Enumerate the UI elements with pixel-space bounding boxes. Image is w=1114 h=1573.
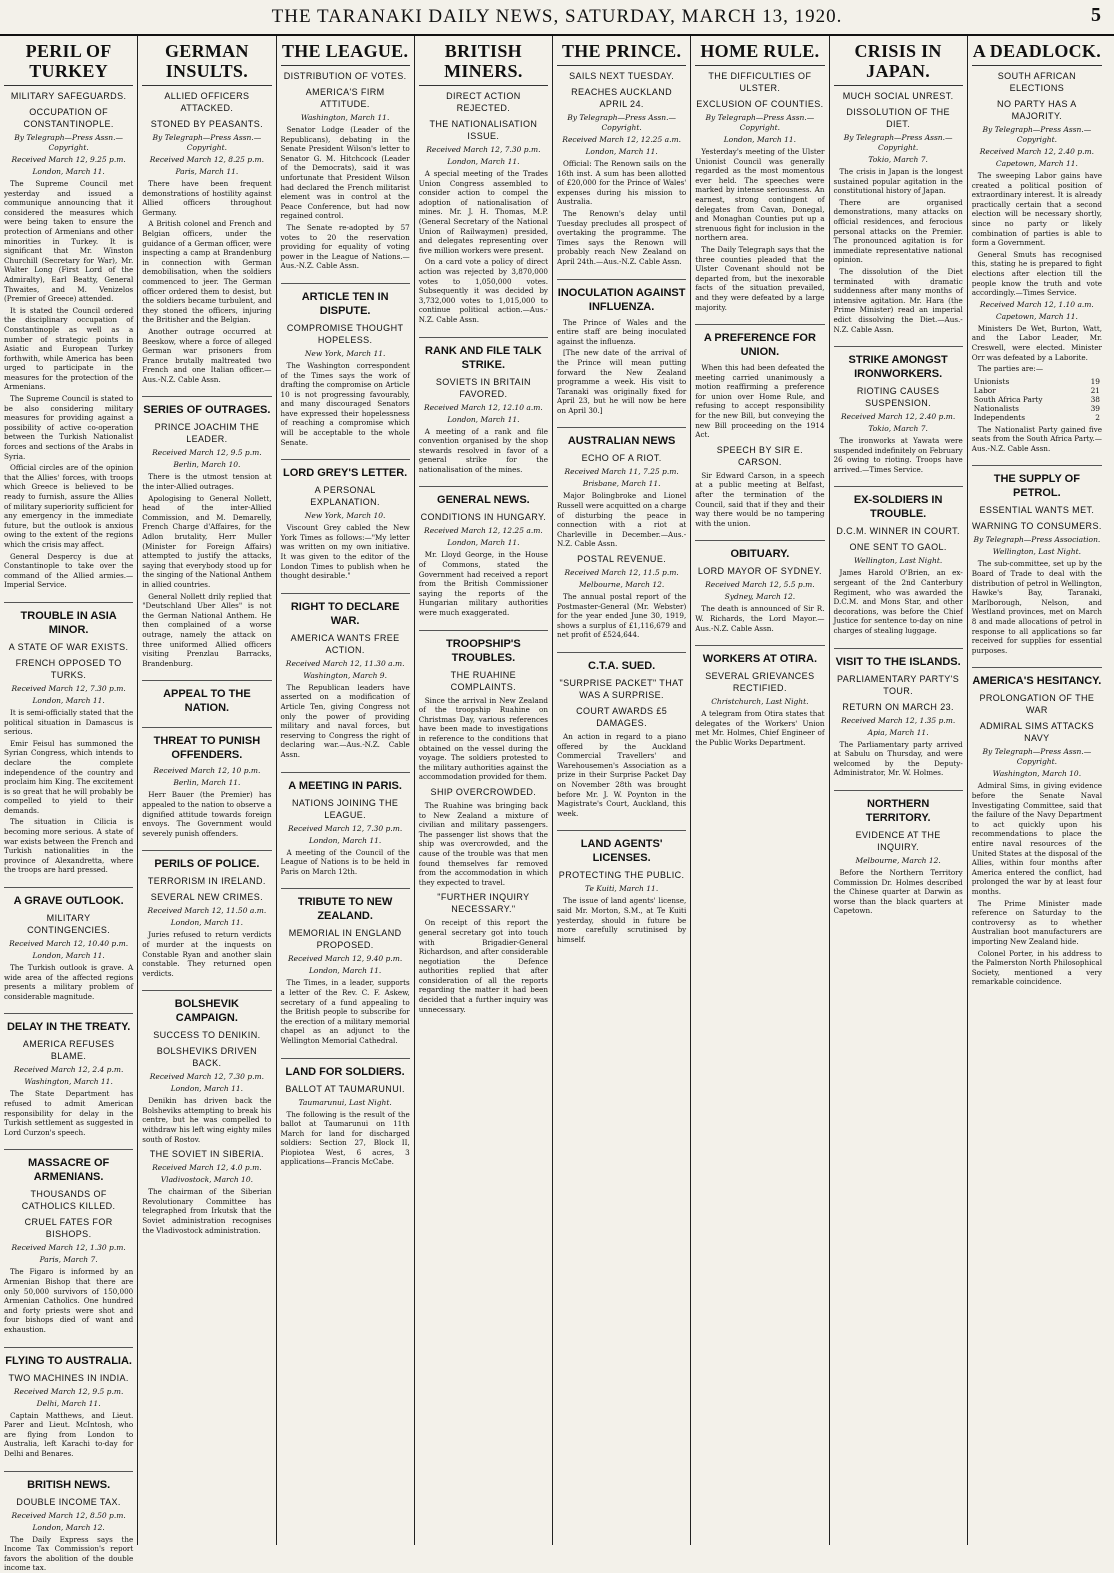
paragraph: On a card vote a policy of direct action was rejected by 3,870,000 votes to 1,050,000 votes. Subsequently it was decided by 3,732,000 votes to 1,015,000 to continue political action.—Aus.-N.Z. Cable Assn. [418, 257, 548, 324]
paragraph: Juries refused to return verdicts of murder at the inquests on Constable Ryan and another slain constable. They returned open verdicts. [142, 930, 272, 978]
paragraph: The Turkish outlook is grave. A wide area of the affected regions presents a military problem of considerable magnitude. [4, 963, 134, 1001]
dateline: Received March 12, 7.30 p.m. [288, 823, 403, 833]
section-headline: WORKERS AT OTIRA. [695, 645, 824, 666]
sub-heading: REACHES AUCKLAND APRIL 24. [571, 87, 673, 109]
section-headline: BOLSHEVIK CAMPAIGN. [142, 990, 271, 1025]
sub-heading: EVIDENCE AT THE INQUIRY. [855, 830, 941, 852]
party-name: Unionists [973, 376, 1010, 386]
sub-heading: DIRECT ACTION REJECTED. [446, 91, 521, 113]
sub-heading: SOUTH AFRICAN ELECTIONS [997, 71, 1076, 93]
dateline: Berlin, March 10. [173, 460, 241, 470]
paragraph: Sir Edward Carson, in a speech at a public meeting at Belfast, after the termination of the Council, said that if they and their way there would be no tampering with the union. [695, 470, 825, 528]
party-seats: 38 [1090, 394, 1100, 404]
sub-heading: THE SOVIET IN SIBERIA. [149, 1149, 264, 1160]
party-name: Independents [973, 412, 1026, 422]
dateline: Washington, March 11. [300, 113, 390, 122]
party-seats: 19 [1090, 376, 1100, 386]
dateline: By Telegraph—Press Assn.—Copyright. [152, 133, 262, 152]
dateline: Received March 12, 10.40 p.m. [9, 939, 129, 949]
column-headline: CRISIS IN JAPAN. [834, 39, 963, 86]
paragraph: Yesterday's meeting of the Ulster Unionist Council was generally regarded as the most momentous ever held. The speeches were marked by intense seriousness. An earnest, strong contingent of delegates from Cavan, Donegal, and Monaghan Counties put up a strenuous fight for inclusion in the northern area. [695, 147, 825, 243]
dateline: London, March 11. [170, 1084, 244, 1094]
paragraph: Since the arrival in New Zealand of the troopship Ruahine on Christmas Day, various references have been made to investigations in reference to the conditions that obtained on the vessel during the voyage. The soldiers protested to the military authorities against the accommodation provided for them. [418, 695, 548, 782]
section-headline: PERILS OF POLICE. [142, 850, 271, 871]
party-seats: 39 [1090, 403, 1100, 413]
section-headline: LAND FOR SOLDIERS. [281, 1058, 410, 1079]
paragraph: Before the Northern Territory Commission Dr. Holmes described the Chinese quarter at Darwin as worse than the black quarters at Capetown. [833, 868, 963, 916]
dateline: By Telegraph—Press Assn.—Copyright. [705, 113, 815, 132]
section-headline: THE SUPPLY OF PETROL. [972, 465, 1102, 500]
paragraph: Another outrage occurred at Beeskow, where a force of alleged German war prisoners from France brutally maltreated two French and one Italian officer.—Aus.-N.Z. Cable Assn. [142, 326, 272, 384]
paragraph: The following is the result of the ballot at Taumarunui on 11th March for land for discharged soldiers: Section 27, Block II, Piopiotea West, 6 acres, 3 applications—Francis McCabe. [280, 1109, 410, 1167]
sub-heading: SHIP OVERCROWDED. [430, 786, 537, 797]
dateline: Paris, March 11. [175, 167, 239, 176]
dateline: Received March 12, 1.30 p.m. [11, 1243, 126, 1253]
dateline: Washington, March 11. [24, 1077, 113, 1087]
dateline: Paris, March 7. [39, 1255, 98, 1265]
sub-heading: NO PARTY HAS A MAJORITY. [997, 99, 1077, 121]
dateline: By Telegraph—Press Assn.—Copyright. [14, 133, 124, 152]
sub-heading: "SURPRISE PACKET" THAT WAS A SURPRISE. [559, 678, 684, 700]
section-headline: MASSACRE OF ARMENIANS. [4, 1149, 133, 1184]
paragraph: Denikin has driven back the Bolsheviks attempting to break his centre, but he was compelled to withdraw his left wing eighty miles south of Rostov. [142, 1096, 272, 1144]
column-1 [0, 36, 138, 1573]
dateline: Received March 12, 2.40 p.m. [841, 412, 956, 422]
dateline: Received March 12, 11.30 a.m. [285, 658, 405, 668]
section-headline: STRIKE AMONGST IRONWORKERS. [834, 346, 963, 381]
sub-heading: STONED BY PEASANTS. [150, 119, 264, 129]
column-container [0, 36, 1114, 1573]
dateline: Received March 12, 7.30 p.m. [149, 1072, 264, 1082]
dateline: Melbourne, March 12. [578, 580, 665, 590]
dateline: Wellington, Last Night. [992, 547, 1081, 557]
paragraph: There is the utmost tension at the inter-Allied outrages. [142, 472, 272, 492]
sub-heading: COMPROMISE THOUGHT HOPELESS. [286, 322, 404, 345]
column-8 [968, 36, 1106, 1545]
dateline: London, March 11. [308, 966, 382, 976]
paragraph: When this had been defeated the meeting carried unanimously a motion reaffirming a preference for union over Home Rule, and refusing to accept responsibility for the new Bill, but conveying the new Bill proceeding on the 1914 Act. [695, 363, 825, 440]
paragraph: The Senate re-adopted by 57 votes to 20 the reservation providing for equality of voting power in the League of Nations.—Aus.-N.Z. Cable Assn. [280, 222, 410, 271]
section-headline: APPEAL TO THE NATION. [142, 680, 271, 715]
dateline: Wellington, Last Night. [854, 556, 943, 566]
paragraph: Mr. Lloyd George, in the House of Commons, stated the Government had received a report from the British Commissioner saying the reports of the Hungarian military authorities were much exaggerated. [418, 550, 548, 618]
dateline: Received March 12, 10 p.m. [153, 766, 261, 776]
dateline: By Telegraph—Press Assn.—Copyright. [843, 133, 953, 152]
paragraph: Major Bolingbroke and Lionel Russell were acquitted on a charge of disturbing the peace in connection with a riot at Charleville in December.—Aus.-N.Z. Cable Assn. [557, 491, 687, 549]
paragraph: A telegram from Otira states that delegates of the Workers' Union met Mr. Holmes, Chief Engineer of the Public Works Department. [695, 709, 825, 747]
sub-heading: RIOTING CAUSES SUSPENSION. [856, 386, 940, 409]
column-headline: BRITISH MINERS. [419, 39, 548, 86]
party-name: Nationalists [973, 403, 1019, 413]
dateline: Received March 12, 12.10 a.m. [424, 402, 543, 412]
sub-heading: NATIONS JOINING THE LEAGUE. [291, 797, 399, 820]
paragraph: Official: The Renown sails on the 16th inst. A sum has been allotted of £20,000 for the Prince of Wales' expenses during his mission to Australia. [557, 159, 687, 207]
sub-heading: CRUEL FATES FOR BISHOPS. [24, 1217, 113, 1240]
paragraph: The Renown's delay until Tuesday precludes all prospect of overtaking the programme. The Times says the Renown will probably reach New Zealand on April 24th.—Aus.-N.Z. Cable Assn. [557, 208, 687, 266]
dateline: Tokio, March 7. [868, 155, 928, 164]
paragraph: The situation in Cilicia is becoming more serious. A state of war exists between the French and Turkish nationalities in the province of Alexandretta, where the troops are hard pressed. [4, 817, 134, 875]
paragraph: The Nationalist Party gained five seats from the South Africa Party.—Aus.-N.Z. Cable Assn. [971, 424, 1102, 453]
paragraph: Emir Feisul has summoned the Syrian Congress, which intends to declare the complete independence of the country and proclaim him King. The excitement is so great that he will probably be compelled to yield to their demands. [4, 738, 134, 815]
section-headline: SERIES OF OUTRAGES. [142, 396, 271, 417]
column-6 [691, 36, 829, 1545]
dateline: Received March 12, 1.35 p.m. [841, 715, 956, 725]
section-headline: TRIBUTE TO NEW ZEALAND. [281, 888, 410, 923]
dateline: Berlin, March 11. [173, 778, 241, 788]
paragraph: General Nollett drily replied that "Deutschland Uber Alles" is not the German National Anthem. He then complained of a worse outrage, namely the attack on three uniformed Allied officers visiting Prenzlau Barracks, Brandenburg. [142, 591, 272, 668]
paragraph: The Prime Minister made reference on Saturday to the controversy as to whether Australian boot manufacturers are importing New Zealand hide. [971, 898, 1102, 946]
dateline: Received March 12, 1.10 a.m. [979, 299, 1094, 309]
sub-heading: PRINCE JOACHIM THE LEADER. [154, 422, 260, 445]
dateline: Received March 12, 2.40 p.m. [979, 147, 1094, 156]
paragraph: General Despercy is due at Constantinople to take over the command of the Allied armies.—Imperial Service. [4, 551, 134, 590]
dateline: Tokio, March 7. [868, 424, 928, 434]
paragraph: Captain Matthews, and Lieut. Parer and Lieut. McIntosh, who are flying from London to Australia, left Karachi to-day for Delhi and Benares. [4, 1410, 134, 1458]
paragraph: [The new date of the arrival of the Prince will mean putting forward the New Zealand programme a week. His visit to Taranaki was originally fixed for April 23, but he will now be here on April 30.] [557, 348, 687, 415]
section-headline: A PREFERENCE FOR UNION. [695, 324, 824, 359]
section-headline: AUSTRALIAN NEWS [557, 427, 686, 448]
section-headline: ARTICLE TEN IN DISPUTE. [281, 283, 410, 318]
paragraph: It is stated the Council ordered the disciplinary occupation of Constantinople as well as a number of strategic points in Asiatic and European Turkey forthwith, while America has been urged to participate in the measures for the protection of the Armenians. [4, 305, 134, 392]
sub-heading: CONDITIONS IN HUNGARY. [420, 512, 547, 523]
sub-heading: BALLOT AT TAUMARUNUI. [285, 1083, 405, 1094]
dateline: Received March 12, 9.25 p.m. [11, 155, 126, 164]
sub-heading: WARNING TO CONSUMERS. [972, 521, 1102, 532]
sub-heading: DISTRIBUTION OF VOTES. [283, 71, 407, 81]
sub-heading: SEVERAL NEW CRIMES. [150, 892, 264, 903]
paragraph: James Harold O'Brien, an ex-sergeant of the 2nd Canterbury Regiment, who was awarded the D.C.M. and Mons Star, and other decorations, was before the Chief Justice for sentence to-day on nine charges of stealing luggage. [833, 568, 963, 636]
dateline: London, March 11. [723, 135, 797, 144]
sub-heading: ESSENTIAL WANTS MET. [979, 505, 1095, 516]
sub-heading: FRENCH OPPOSED TO TURKS. [15, 657, 122, 680]
dateline: London, March 11. [170, 918, 244, 928]
column-headline: HOME RULE. [695, 39, 824, 66]
dateline: London, March 11. [447, 157, 520, 166]
paragraph: Viscount Grey cabled the New York Times as follows:—"My letter was written on my own initiative. It was given to the editor of the London Times to publish when he thought desirable." [280, 523, 410, 581]
paragraph: Ministers De Wet, Burton, Watt, and the Labor Leader, Mr. Creswell, were elected. Minister Orr was defeated by a Laborite. [971, 323, 1102, 362]
paragraph: The Republican leaders have asserted on a modification of Article Ten, giving Congress not only the power of providing military and naval forces, but reserving to Congress the right of declaring war.—Aus.-N.Z. Cable Assn. [280, 682, 410, 759]
dateline: Te Kuiti, March 11. [585, 884, 659, 894]
section-headline: RANK AND FILE TALK STRIKE. [419, 337, 548, 372]
sub-heading: THE DIFFICULTIES OF ULSTER. [708, 71, 812, 93]
paragraph: The parties are:— [977, 364, 1044, 374]
column-headline: PERIL OF TURKEY [4, 39, 133, 86]
dateline: London, March 12. [32, 1522, 105, 1532]
column-headline: GERMAN INSULTS. [142, 39, 271, 86]
section-headline: NORTHERN TERRITORY. [834, 790, 963, 825]
party-name: South Africa Party [973, 394, 1043, 404]
table-row [972, 377, 1102, 386]
column-headline: THE LEAGUE. [281, 39, 410, 66]
sub-heading: ONE SENT TO GAOL. [849, 542, 947, 553]
paragraph: A special meeting of the Trades Union Congress assembled to consider action to compel the adoption of nationalisation of mines. Mr. J. H. Thomas, M.P. (General Secretary of the National Union of Railwaymen) presided, and delegates representing over five million workers were present. [418, 169, 548, 255]
sub-heading: MILITARY SAFEGUARDS. [10, 91, 127, 101]
paragraph: The sub-committee, set up by the Board of Trade to deal with the distribution of petrol in Wellington, Hawke's Bay, Taranaki, Marlborough, Nelson, and Westland provinces, met on March 8 and made allocations of petrol in response to all applications so far received for supplies for essential purposes. [971, 559, 1102, 655]
dateline: Capetown, March 11. [995, 159, 1078, 168]
paragraph: General Smuts has recognised this, stating he is prepared to fight elections after election till the people know the truth and vote accordingly.—Times Service. [971, 249, 1102, 298]
dateline: Melbourne, March 12. [855, 856, 941, 865]
section-headline: OBITUARY. [695, 540, 824, 561]
dateline: Received March 12, 11.5 p.m. [564, 568, 679, 578]
sub-heading: RETURN ON MARCH 23. [842, 701, 954, 712]
paragraph: The crisis in Japan is the longest sustained popular agitation in the constitutional history of Japan. [833, 167, 963, 196]
dateline: London, March 11. [447, 538, 520, 548]
paragraph: The Prince of Wales and the entire staff are being inoculated against the influenza. [557, 317, 687, 346]
dateline: Received March 12, 8.50 p.m. [11, 1510, 126, 1520]
section-headline: C.T.A. SUED. [557, 652, 686, 673]
section-headline: DELAY IN THE TREATY. [4, 1013, 133, 1034]
dateline: Received March 12, 9.40 p.m. [288, 954, 403, 964]
dateline: Received March 11, 7.25 p.m. [564, 467, 679, 477]
dateline: Received March 12, 11.50 a.m. [147, 906, 267, 916]
paragraph: Official circles are of the opinion that the Allies' forces, with troops which Greece is believed to be ready to furnish, assure the Allies of military superiority sufficient for any emergency in the immediate future, but the outlook is anxious owing to the extent of the regions which the crisis may affect. [4, 463, 134, 549]
column-2 [138, 36, 276, 1545]
dateline: Received March 12, 8.25 p.m. [149, 155, 264, 164]
paragraph: There are organised demonstrations, many attacks on official residences, and ferocious personal attacks on the Premier. The pronounced agitation is for immediate representative national opinion. [833, 197, 963, 265]
dateline: Brisbane, March 11. [582, 479, 661, 489]
sub-heading: SOVIETS IN BRITAIN FAVORED. [435, 376, 531, 399]
dateline: Capetown, March 11. [995, 311, 1078, 321]
dateline: Received March 12, 7.30 p.m. [11, 683, 126, 693]
dateline: London, March 11. [32, 695, 105, 705]
sub-heading: MUCH SOCIAL UNREST. [842, 91, 954, 101]
sub-heading: AMERICA REFUSES BLAME. [22, 1039, 115, 1062]
sub-heading: AMERICA'S FIRM ATTITUDE. [305, 87, 385, 109]
sub-heading: SEVERAL GRIEVANCES RECTIFIED. [705, 671, 815, 694]
sub-heading: ALLIED OFFICERS ATTACKED. [164, 91, 250, 113]
section-headline: AMERICA'S HESITANCY. [972, 667, 1102, 688]
sub-heading: SPEECH BY SIR E. CARSON. [716, 444, 803, 467]
column-5 [553, 36, 691, 1545]
table-row [972, 404, 1102, 413]
dateline: Washington, March 10. [992, 769, 1082, 779]
sub-heading: TERRORISM IN IRELAND. [147, 876, 266, 887]
paragraph: The Daily Express says the Income Tax Commission's report favors the abolition of the double income tax. [4, 1534, 134, 1573]
dateline: Delhi, March 11. [36, 1398, 101, 1408]
dateline: Vladivostock, March 10. [160, 1175, 253, 1185]
paragraph: A meeting of the Council of the League of Nations is to be held in Paris on March 12th. [280, 847, 410, 876]
section-headline: GENERAL NEWS. [419, 486, 548, 507]
dateline: Apia, March 11. [867, 727, 929, 737]
paragraph: The Supreme Council is stated to be also considering military measures for providing against a possibility of active co-operation between the Turkish Nationalist forces and sections of the Arabs in Syria. [4, 394, 134, 461]
dateline: Received March 12, 5.5 p.m. [705, 580, 815, 590]
sub-heading: POSTAL REVENUE. [577, 554, 667, 565]
party-seats: 2 [1095, 412, 1100, 422]
dateline: By Telegraph—Press Assn.—Copyright. [982, 125, 1092, 144]
dateline: Received March 12, 9.5 p.m. [152, 448, 262, 458]
sub-heading: MEMORIAL IN ENGLAND PROPOSED. [288, 928, 402, 951]
paragraph: An action in regard to a piano offered by the Auckland Commercial Travellers' and Warehousemen's Association as a prize in their Surprise Packet Day on November 28th was brought before Mr. J. W. Poynton in the Magistrate's Court, Auckland, this week. [557, 732, 687, 818]
sub-heading: THE RUAHINE COMPLAINTS. [450, 669, 517, 692]
party-standings-table [972, 377, 1102, 422]
dateline: By Telegraph—Press Assn.—Copyright. [567, 113, 677, 132]
column-7 [830, 36, 968, 1545]
sub-heading: D.C.M. WINNER IN COURT. [836, 526, 960, 537]
paragraph: Apologising to General Nollett, head of the inter-Allied Commission, and M. Demarelly, French Charge d'Affaires, for the Adlon brutality, Herr Muller (Minister for Foreign Affairs) attempted to justify the attacks, saying that everybody stood up for the singing of the National Anthem in allied countries. [142, 493, 272, 589]
paragraph: The Daily Telegraph says that the three counties pleaded that the Ulster Covenant should not be departed from, but the inexorable facts of the situation prevailed, and they were defeated by a large majority. [695, 244, 825, 312]
section-headline: LAND AGENTS' LICENSES. [557, 830, 686, 865]
sub-heading: "FURTHER INQUIRY NECESSARY." [437, 892, 530, 915]
section-headline: VISIT TO THE ISLANDS. [834, 648, 963, 669]
paragraph: The Washington correspondent of the Times says the work of drafting the compromise on Article 10 is not progressing favourably, and many discouraged Senators have expressed their hopelessness of reaching a compromise which will be acceptable to the whole Senate. [280, 360, 410, 447]
dateline: Received March 12, 7.30 p.m. [426, 145, 541, 154]
sub-heading: ECHO OF A RIOT. [581, 453, 662, 464]
dateline: London, March 11. [32, 951, 105, 961]
sub-heading: AMERICA WANTS FREE ACTION. [290, 632, 400, 655]
table-row [972, 413, 1102, 422]
paragraph: Admiral Sims, in giving evidence before the Senate Naval Investigating Committee, said that the failure of the Navy Department to act quickly upon his recommendations to place the entire naval resources of the United States at the disposal of the Allies, within four months after America entered the conflict, had prolonged the war by at least four months. [971, 781, 1102, 896]
sub-heading: A PERSONAL EXPLANATION. [310, 485, 380, 508]
dateline: Sydney, March 12. [724, 592, 796, 602]
section-headline: FLYING TO AUSTRALIA. [4, 1347, 133, 1368]
paragraph: The Parliamentary party arrived at Sabulu on Thursday, and were welcomed by the Deputy-Administrator, Mr. W. Holmes. [833, 739, 963, 778]
dateline: Received March 12, 9.5 p.m. [13, 1386, 124, 1396]
paragraph: The Ruahine was bringing back to New Zealand a mixture of civilian and military passengers. The passenger list shows that the ship was overcrowded, and the cause of the trouble was that men found themselves far removed from the accommodation in which they expected to travel. [418, 800, 548, 887]
section-headline: THREAT TO PUNISH OFFENDERS. [142, 727, 271, 762]
section-headline: BRITISH NEWS. [4, 1471, 133, 1492]
party-seats: 21 [1090, 385, 1100, 395]
sub-heading: THOUSANDS OF CATHOLICS KILLED. [21, 1189, 116, 1212]
paragraph: On receipt of this report the general secretary got into touch with Brigadier-General Richardson, and after considerable negotiation the Defence authorities replied that after consideration of all the reports regarding the matter it had been decided that a further inquiry was unnecessary. [418, 918, 548, 1014]
sub-heading: MILITARY CONTINGENCIES. [27, 913, 111, 936]
sub-heading: SUCCESS TO DENIKIN. [153, 1030, 261, 1041]
column-3 [277, 36, 415, 1545]
dateline: New York, March 11. [304, 348, 386, 358]
dateline: By Telegraph—Press Assn.—Copyright. [982, 747, 1092, 767]
paragraph: The sweeping Labor gains have created a political position of extraordinary interest. It is already practically certain that a second election will be necessary shortly, since no party or likely combination of parties is able to form a Government. [971, 171, 1102, 248]
sub-heading: PROLONGATION OF THE WAR [979, 693, 1095, 716]
sub-heading: DOUBLE INCOME TAX. [16, 1496, 121, 1507]
dateline: Received March 12, 4.0 p.m. [152, 1163, 262, 1173]
column-headline: A DEADLOCK. [972, 39, 1102, 66]
paragraph: The issue of land agents' license, said Mr. Morton, S.M., at Te Kuiti yesterday, should in future be more carefully scrutinised by himself. [557, 896, 687, 944]
paragraph: A meeting of a rank and file convention organised by the shop stewards resolved in favor of a general strike for the nationalisation of the mines. [418, 426, 548, 474]
column-headline: THE PRINCE. [557, 39, 686, 66]
sub-heading: PROTECTING THE PUBLIC. [558, 870, 685, 881]
dateline: Washington, March 9. [303, 670, 387, 680]
section-headline: RIGHT TO DECLARE WAR. [281, 593, 410, 628]
paragraph: The ironworks at Yawata were suspended indefinitely on February 26 owing to rioting. Troops have arrived.—Times Service. [833, 436, 963, 474]
paragraph: There have been frequent demonstrations of hostility against Allied officers throughout Germany. [142, 179, 272, 217]
section-headline: A GRAVE OUTLOOK. [4, 887, 133, 908]
paragraph: A British colonel and French and Belgian officers, under the guidance of a German officer, were inspecting a camp at Brandenburg in connection with German demobilisation, when the soldiers commenced to jeer. The German officer ordered them to desist, but the soldiers became turbulent, and they stoned the officers, injuring the Britisher and the Belgian. [142, 219, 272, 325]
section-headline: TROUBLE IN ASIA MINOR. [4, 602, 133, 637]
dateline: London, March 11. [32, 167, 105, 176]
dateline: London, March 11. [447, 414, 520, 424]
table-row [972, 395, 1102, 404]
dateline: Christchurch, Last Night. [711, 697, 809, 707]
table-row [972, 386, 1102, 395]
section-headline: EX-SOLDIERS IN TROUBLE. [834, 486, 963, 521]
dateline: Received March 12, 12.25 a.m. [424, 526, 543, 536]
sub-heading: PARLIAMENTARY PARTY'S TOUR. [837, 673, 960, 696]
section-headline: TROOPSHIP'S TROUBLES. [419, 630, 548, 665]
sub-heading: SAILS NEXT TUESDAY. [569, 71, 675, 81]
paragraph: The annual postal report of the Postmaster-General (Mr. Webster) for the year ended June 30, 1919, shows a surplus of £1,116,679 and net profit of £524,644. [557, 592, 687, 640]
paragraph: The Supreme Council met yesterday and issued a communique announcing that it considered the measures which were being taken to ensure the protection of Armenians and other minorities in Turkey. It is significant that Mr. Winston Churchill (Secretary for War), Mr. Walter Long (First Lord of the Admiralty), Earl Beatty, General Thwaites, and M. Venizelos (Premier of Greece) attended. [4, 179, 134, 304]
masthead [0, 0, 1114, 36]
paragraph: The chairman of the Siberian Revolutionary Committee has telegraphed from Irkutsk that the Soviet administration recognises the Vladivostock administration. [142, 1187, 272, 1235]
sub-heading: OCCUPATION OF CONSTANTINOPLE. [23, 107, 114, 129]
dateline: Received March 12, 2.4 p.m. [13, 1065, 124, 1075]
section-headline: LORD GREY'S LETTER. [281, 459, 410, 480]
column-4 [415, 36, 553, 1545]
dateline: London, March 11. [585, 147, 658, 156]
section-headline: INOCULATION AGAINST INFLUENZA. [557, 279, 686, 314]
paragraph: The death is announced of Sir R. W. Richards, the Lord Mayor.—Aus.-N.Z. Cable Assn. [695, 604, 825, 633]
paragraph: The State Department has refused to admit American responsibility for delay in the Turkish settlement as suggested in Lord Curzon's speech. [4, 1089, 134, 1137]
sub-heading: TWO MACHINES IN INDIA. [8, 1372, 129, 1383]
sub-heading: ADMIRAL SIMS ATTACKS NAVY [979, 721, 1095, 744]
sub-heading: LORD MAYOR OF SYDNEY. [697, 566, 822, 577]
dateline: By Telegraph—Press Association. [973, 535, 1101, 545]
paragraph: It is semi-officially stated that the political situation in Damascus is serious. [4, 707, 134, 737]
sub-heading: A STATE OF WAR EXISTS. [8, 641, 129, 652]
paragraph: Senator Lodge (Leader of the Republicans), debating in the Senate President Wilson's letter to Senator G. M. Hitchcock (Leader of the Democrats), said it was unfortunate that President Wilson had declared the French militarist element was in control at the Peace Conference, but had now regained control. [280, 125, 410, 221]
paragraph: The Times, in a leader, supports a letter of the Rev. C. F. Askew, secretary of a fund appealing to the British people to subscribe for the erection of a military memorial chapel as an adjunct to the Wellington Memorial Cathedral. [280, 978, 410, 1045]
paragraph: Herr Bauer (the Premier) has appealed to the nation to observe a dignified attitude towards foreign envoys. The Government would severely punish offenders. [142, 790, 272, 838]
dateline: New York, March 10. [304, 511, 386, 521]
dateline: Taumarunui, Last Night. [298, 1097, 392, 1107]
sub-heading: COURT AWARDS £5 DAMAGES. [576, 706, 668, 728]
page-number: 5 [1091, 4, 1102, 26]
dateline: London, March 11. [308, 835, 382, 845]
section-headline: A MEETING IN PARIS. [281, 772, 410, 793]
paragraph: The dissolution of the Diet terminated with dramatic suddenness after many months of intensive agitation. Mr. Hara (the Prime Minister) read an imperial edict dissolving the Diet.—Aus.-N.Z. Cable Assn. [833, 266, 963, 334]
paragraph: Colonel Porter, in his address to the Palmerston North Philosophical Society, mentioned a very remarkable coincidence. [971, 948, 1102, 987]
sub-heading: BOLSHEVIKS DRIVEN BACK. [156, 1046, 258, 1069]
sub-heading: THE NATIONALISATION ISSUE. [429, 119, 538, 141]
dateline: Received March 12, 12.25 a.m. [562, 135, 681, 144]
masthead-title: THE TARANAKI DAILY NEWS, SATURDAY, MARCH 13, 1920. [271, 6, 843, 27]
party-name: Labor [973, 385, 996, 395]
sub-heading: DISSOLUTION OF THE DIET. [846, 107, 950, 129]
sub-heading: EXCLUSION OF COUNTIES. [696, 99, 824, 109]
paragraph: The Figaro is informed by an Armenian Bishop that there are only 50,000 survivors of 150,000 Armenian Catholics. One hundred and forty priests were shot and four bishops died of want and exhaustion. [4, 1267, 134, 1334]
